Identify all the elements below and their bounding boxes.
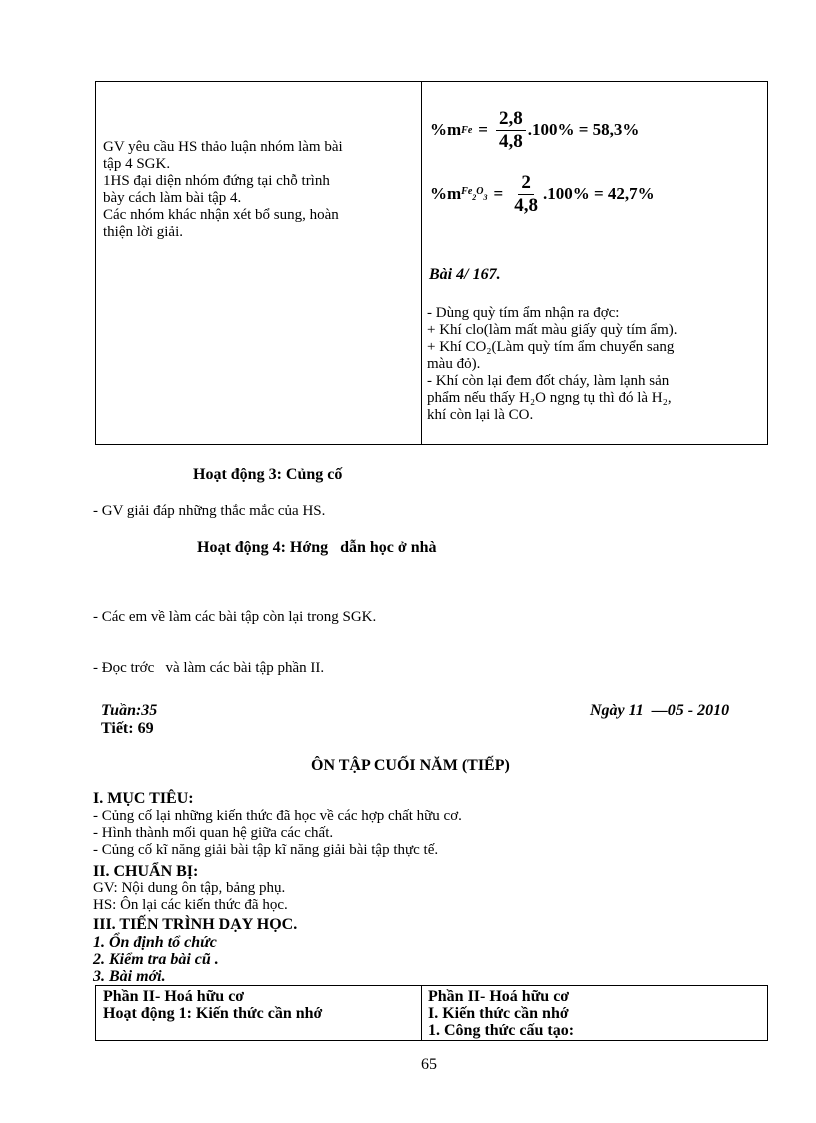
top-table-left-cell <box>103 139 415 241</box>
fraction <box>511 172 541 217</box>
activity4-title: Hoạt động 4: Hớng dẫn học ở nhà <box>197 539 437 556</box>
section1-line: - Củng cố lại những kiến thức đã học về các hợp chất hữu cơ. <box>93 808 462 824</box>
top-table-divider <box>421 81 422 445</box>
lesson-title: ÔN TẬP CUỐI NĂM (TIẾP) <box>311 757 510 774</box>
date-label: Ngày 11 —05 - 2010 <box>590 702 730 719</box>
bottom-left-sub: Hoạt động 1: Kiến thức cần nhớ <box>103 1005 323 1022</box>
bai-title: Bài 4/ 167. <box>429 266 501 283</box>
bottom-right-sub2: 1. Công thức cấu tạo: <box>428 1022 575 1039</box>
right-line: + Khí CO₂(Làm quỳ tím ẩm chuyển sang <box>427 339 675 355</box>
formula-lhs: %m <box>430 184 462 203</box>
bottom-table-divider <box>421 985 422 1041</box>
left-line: 1HS đại diện nhóm đứng tại chỗ trình <box>103 173 330 189</box>
numerator: 2 <box>518 172 534 195</box>
subscript-o: O <box>476 186 484 197</box>
activity3-line: - GV giải đáp những thắc mắc của HS. <box>93 503 326 519</box>
period-label: Tiết: 69 <box>101 720 154 737</box>
subscript-fe: Fe <box>461 186 473 197</box>
formula-fe2o3 <box>430 168 655 220</box>
right-line: - Dùng quỳ tím ẩm nhận ra đợc: <box>427 305 620 321</box>
bottom-right-sub1: I. Kiến thức cần nhớ <box>428 1005 569 1022</box>
formula-subscript <box>461 186 487 202</box>
bottom-right-cell <box>428 988 574 1039</box>
denominator: 4,8 <box>498 130 523 152</box>
left-line: thiện lời giải. <box>103 224 184 240</box>
formula-subscript: Fe <box>461 124 473 136</box>
section2-line: GV: Nội dung ôn tập, bảng phụ. <box>93 880 286 896</box>
right-line: màu đỏ). <box>427 356 481 372</box>
section2-line: HS: Ôn lại các kiến thức đã học. <box>93 897 288 913</box>
formula-rhs: .100% = 58,3% <box>527 120 640 139</box>
subscript-2: 2 <box>472 193 477 202</box>
bottom-table-cut <box>95 1040 768 1041</box>
section1-line: - Hình thành mối quan hệ giữa các chất. <box>93 825 334 841</box>
section3-item: 3. Bài mới. <box>93 968 166 985</box>
fraction <box>496 108 526 153</box>
equals-sign: = <box>478 120 488 139</box>
week-label: Tuần:35 <box>101 702 158 719</box>
bottom-left-cell <box>103 988 322 1022</box>
activity4-line: - Các em về làm các bài tập còn lại trong SGK. <box>93 609 377 625</box>
section1-lines <box>93 808 462 859</box>
equals-sign: = <box>493 184 504 203</box>
section2-lines <box>93 880 288 914</box>
numerator: 2,8 <box>496 108 526 131</box>
right-line: + Khí clo(làm mất màu giấy quỳ tím ẩm). <box>427 322 678 338</box>
section2-heading: II. CHUẨN BỊ: <box>93 863 199 880</box>
page-number: 65 <box>421 1056 437 1073</box>
activity4-lines <box>93 575 376 694</box>
right-line: phẩm nếu thấy H₂O ngng tụ thì đó là H₂, <box>427 390 672 406</box>
formula-fe <box>430 104 639 156</box>
activity4-line: - Đọc trớc và làm các bài tập phần II. <box>93 660 325 676</box>
section1-line: - Củng cố kĩ năng giải bài tập kĩ năng giải bài tập thực tế. <box>93 842 439 858</box>
left-line: Các nhóm khác nhận xét bổ sung, hoàn <box>103 207 339 223</box>
denominator: 4,8 <box>514 194 538 216</box>
formula-lhs: %m <box>430 120 462 139</box>
section1-heading: I. MỤC TIÊU: <box>93 790 194 807</box>
activity3-title: Hoạt động 3: Củng cố <box>193 466 343 483</box>
formula-rhs: .100% = 42,7% <box>542 184 655 203</box>
left-line: bày cách làm bài tập 4. <box>103 190 242 206</box>
left-line: GV yêu cầu HS thảo luận nhóm làm bài <box>103 139 343 155</box>
left-line: tập 4 SGK. <box>103 156 171 172</box>
right-line: khí còn lại là CO. <box>427 407 534 423</box>
bottom-left-title: Phần II- Hoá hữu cơ <box>103 988 245 1005</box>
top-table-right-text <box>427 305 760 424</box>
subscript-3: 3 <box>483 193 488 202</box>
section3-item: 2. Kiểm tra bài cũ . <box>93 951 219 968</box>
bottom-right-title: Phần II- Hoá hữu cơ <box>428 988 570 1005</box>
right-line: - Khí còn lại đem đốt cháy, làm lạnh sản <box>427 373 670 389</box>
section3-heading: III. TIẾN TRÌNH DẠY HỌC. <box>93 916 298 933</box>
section3-item: 1. Ổn định tổ chức <box>93 934 217 951</box>
section3-items <box>93 934 219 985</box>
